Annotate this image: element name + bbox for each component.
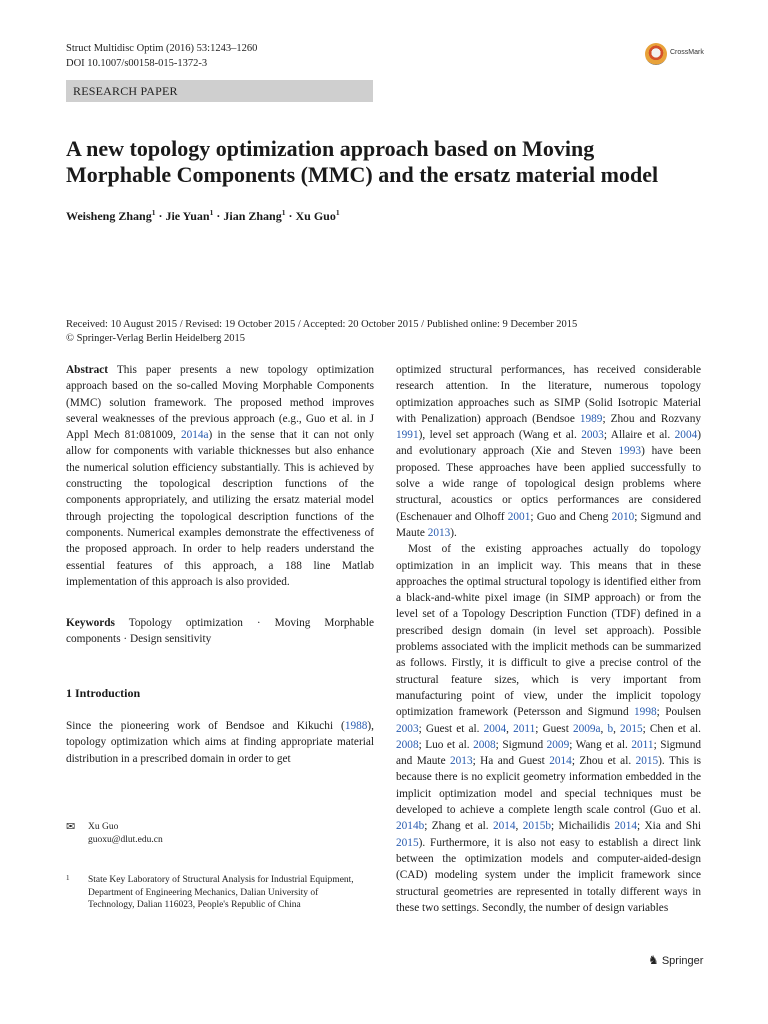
journal-info [66,41,257,71]
crossmark-badge[interactable] [645,43,735,69]
paper-title [66,136,706,188]
body-text: ; Sigmund and Maute [396,510,701,539]
author-name: Weisheng Zhang [66,209,152,223]
body-text: ; Zhou and Rozvany [602,412,701,425]
body-text: ; Poulsen [656,706,701,719]
author-separator: · [213,209,224,223]
copyright-line: © Springer-Verlag Berlin Heidelberg 2015 [66,333,246,344]
citation-link[interactable]: 2014 [549,755,572,768]
publisher-name: Springer [661,955,704,967]
citation-link[interactable]: 1998 [634,706,657,719]
author-affiliation-mark: 1 [335,208,340,217]
citation-link[interactable]: 2015 [396,836,419,849]
author-separator: · [285,209,296,223]
author-name: Jie Yuan [165,209,210,223]
body-paragraph [396,541,701,916]
body-text: ). [450,526,457,539]
publisher-logo [648,953,703,967]
body-text: ; Ha and Guest [472,755,550,768]
body-text: , [600,722,608,735]
abstract [66,362,374,590]
author-affiliation-mark: 1 [209,208,214,217]
citation-link[interactable]: 2010 [611,510,635,523]
body-text: ), level set approach (Wang et al. [418,429,582,442]
body-text: ; Zhou et al. [571,755,636,768]
crossmark-icon [645,43,667,65]
body-text: ; Xia and Shi [637,820,702,833]
citation-link[interactable]: 2004 [483,722,507,735]
citation-link[interactable]: 2014 [492,820,516,833]
citation-link[interactable]: 2008 [473,738,496,751]
crossmark-label: CrossMark [670,49,704,56]
journal-citation: Struct Multidisc Optim (2016) 53:1243–1260 [66,43,258,54]
citation-link[interactable]: 1989 [579,412,603,425]
citation-link[interactable]: 2009 [546,738,570,751]
citation-link[interactable]: 2008 [396,738,419,751]
body-text: , [515,820,523,833]
title-line-1: A new topology optimization approach based on Moving [66,136,595,161]
citation-link[interactable]: 2011 [513,722,536,735]
body-text: ; Allaire et al. [603,429,675,442]
body-text: Most of the existing approaches actually do topology optimization in an implicit way. This means that in these approaches the optimal structural topology is identified either from a black-and-white pixel image (in SIMP approach) or from the level set of a Topology Description Function (TDF) defined in a prescribed design domain (in level set approach). Possible problems associated with the implicit methods can be summarized as follows. Firstly, it is difficult to give a precise control of the structural feature sizes, which is very important from manufacturing point of view, under the implicit topology optimization framework (Petersson and Sigmund [396,543,701,719]
body-text: , [613,722,621,735]
citation-link[interactable]: 2003 [396,722,419,735]
keywords [66,615,374,648]
dates-line: Received: 10 August 2015 / Revised: 19 October 2015 / Accepted: 20 October 2015 / Published online: 9 December 2015 [66,319,578,330]
body-text: ; Guest et al. [418,722,484,735]
citation-link[interactable]: 2004 [674,429,698,442]
citation-link[interactable]: 2009a [572,722,601,735]
citation-link[interactable]: 2003 [581,429,604,442]
body-text: ; Wang et al. [569,738,632,751]
citation-link[interactable]: 2015 [620,722,643,735]
correspondence-email[interactable]: guoxu@dlut.edu.cn [88,835,163,845]
body-text: ; Sigmund and Maute [396,738,702,768]
intro-text-2: ), topology optimization which aims at finding appropriate material distribution in a prescribed domain in order to get [66,720,374,765]
citation-link[interactable]: 2015 [635,755,659,768]
body-text: ) have been proposed. These approaches have been applied successfully to solve a wide range of topological design problems where structural, acoustics or optics performances are considered (Eschenauer and Olhoff [396,445,702,523]
body-text: ; Michailidis [551,820,615,833]
body-text: ; Chen et al. [642,722,702,735]
citation-link[interactable]: 1993 [618,445,642,458]
article-type-banner: RESEARCH PAPER [66,80,373,102]
body-text: ; Guo and Cheng [530,510,612,523]
citation-link[interactable]: 2014 [614,820,637,833]
affiliation-text: State Key Laboratory of Structural Analysis for Industrial Equipment, Department of Engineering Mechanics, Dalian University of Technology, Dalian 116023, People's Republic of China [88,875,354,910]
author-affiliation-mark: 1 [151,208,156,217]
section-heading-introduction: 1 Introduction [66,685,141,700]
left-column [66,362,374,767]
intro-paragraph [66,718,374,767]
citation-link[interactable]: b [607,722,614,735]
correspondence [66,821,163,847]
citation-link[interactable]: 2011 [631,738,654,751]
citation-link[interactable]: 2013 [450,755,473,768]
citation-link[interactable]: 1991 [396,429,419,442]
body-text: ; Zhang et al. [424,820,493,833]
abstract-label: Abstract [66,364,109,376]
doi[interactable]: DOI 10.1007/s00158-015-1372-3 [66,58,208,69]
body-text: optimized structural performances, has received considerable research attention. In the literature, numerous topology optimization approaches such as SIMP (Solid Isotropic Material with Penalization) approach (Bendsoe [396,364,701,425]
body-text: ) and evolutionary approach (Xie and Steven [396,429,701,458]
citation-link[interactable]: 2001 [507,510,531,523]
abstract-text-2: ) in the sense that it can not only allow for components with variable thicknesses but also enhance the numerical solution efficiency substantially. This is achieved by constructing the topological description functions of the components appropriately, and utilizing the ersatz material model through projecting the topological description functions of the components. Numerical examples demonstrate the effectiveness of the proposed approach. In order to help readers understand the essential features of this approach, a 188 line Matlab implementation of this approach is also provided. [66,429,374,588]
citation-link[interactable]: 1988 [344,720,368,733]
keywords-text: Topology optimization · Moving Morphable components · Design sensitivity [66,617,374,646]
title-line-2: Morphable Components (MMC) and the ersatz material model [66,162,659,187]
citation-link[interactable]: 2013 [427,526,451,539]
author-name: Jian Zhang [223,209,282,223]
keywords-label: Keywords [66,617,115,630]
body-text: ). Furthermore, it is also not easy to establish a direct link between the optimization models and computer-aided-design (CAD) modeling system under the implicit framework since structural geometries are represented in totally different ways in these two settings. Secondly, the number of design variables [396,836,701,914]
correspondence-name: Xu Guo [88,822,119,832]
springer-horse-icon: ♞ [648,953,659,967]
body-text: ). This is because there is no explicit geometry information embedded in the implicit optimization model and special techniques must be developed to achieve a complete length scale control (Guo et al. [396,755,701,817]
affiliation-mark: 1 [66,874,70,882]
right-column [396,362,701,916]
citation-link[interactable]: 2015b [522,820,552,833]
author-separator: · [155,209,166,223]
citation-link[interactable]: 2014b [396,820,425,833]
body-text: ; Sigmund [495,738,547,751]
abstract-text: This paper presents a new topology optimization approach based on the so-called Moving Morphable Components (MMC) solution framework. The proposed method improves several weaknesses of the previous approach (e.g., Guo et al. in J Appl Mech 81:081009, [66,364,374,442]
body-text: ; Guest [535,722,573,735]
author-name: Xu Guo [295,209,336,223]
author-affiliation-mark: 1 [281,208,286,217]
author-list [66,205,340,224]
envelope-icon: ✉ [66,821,76,833]
intro-text: Since the pioneering work of Bendsoe and Kikuchi ( [66,720,345,733]
body-text: ; Luo et al. [418,738,474,751]
body-text: , [506,722,514,735]
body-paragraph [396,362,701,541]
publication-history [66,318,577,346]
affiliation-footnote [66,874,366,912]
citation-link[interactable]: 2014a [180,429,209,442]
